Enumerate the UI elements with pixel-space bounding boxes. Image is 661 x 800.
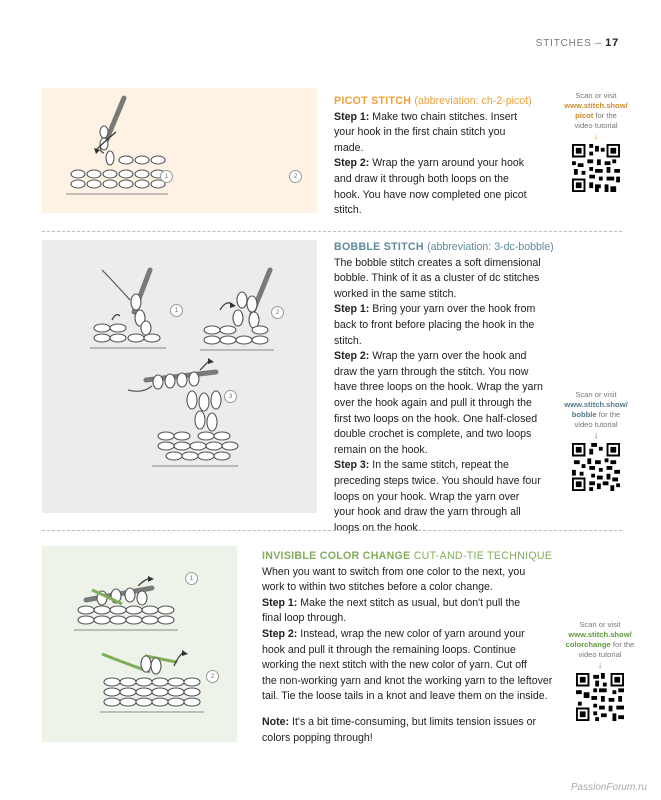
picot-qr-code-icon[interactable]: [572, 144, 620, 192]
picot-qr-block: Scan or visit www.stitch.show/ picot for the video tutorial ↓: [556, 91, 636, 192]
bobble-intro: The bobble stitch creates a soft dimensional bobble. Think of it as a cluster of dc stitches worked in the same stitch.: [334, 256, 541, 300]
color-change-intro: When you want to switch from one color to the next, you work to within two stitches before a color change.: [262, 565, 526, 594]
bobble-step-2: Step 2: Wrap the yarn over the hook and draw the yarn through the stitch. You now have three loops on the hook. Wrap the yarn over the hook again and pull it through the first two loops on the hook. One half-closed double crochet is complete, and two loops remain on the hook.: [334, 350, 543, 456]
section-divider-2: [42, 530, 622, 531]
bobble-illustration-panel: [42, 240, 317, 513]
bobble-arrow-down-icon: ↓: [593, 430, 599, 441]
bobble-illustration: [42, 240, 317, 513]
bobble-figure-1-drawing: [90, 270, 166, 348]
bobble-figure-1-label: 1: [170, 304, 183, 317]
bobble-qr-code-icon[interactable]: [572, 443, 620, 491]
bobble-text: [334, 240, 559, 536]
watermark: PassionForum.ru: [570, 782, 647, 793]
picot-figure-2-label: 2: [289, 170, 302, 183]
bobble-figure-2-label: 2: [271, 306, 284, 319]
color-change-qr-block: Scan or visit www.stitch.show/ colorchange for the video tutorial ↓: [560, 620, 640, 721]
page-number: 17: [605, 37, 619, 49]
color-change-figure-2-label: 2: [206, 670, 219, 683]
bobble-title: BOBBLE STITCH (abbreviation: 3-dc-bobble): [334, 241, 554, 253]
picot-figure-1-drawing: [66, 98, 168, 194]
bobble-step-1: Step 1: Bring your yarn over the hook from back to front before placing the hook in the stitch.: [334, 303, 536, 347]
color-change-step-2: Step 2: Instead, wrap the new color of yarn around your hook and pull it through the remaining loops. Continue working the next stitch with the new color of yarn. Cut off the non-working yarn and knot the working yarn to the leftover tail. Tie the loose tails in a knot and leave them on the inside.: [262, 627, 553, 703]
color-change-figure-1-label: 1: [185, 572, 198, 585]
color-change-qr-code-icon[interactable]: [576, 673, 624, 721]
running-header: STITCHES – 17: [535, 37, 619, 49]
bobble-qr-url[interactable]: www.stitch.show/: [564, 400, 628, 409]
picot-step-1: Step 1: Make two chain stitches. Insert your hook in the first chain stitch you made.: [334, 110, 518, 154]
color-change-illustration-panel: [42, 546, 237, 742]
color-change-note: Note: It's a bit time-consuming, but limits tension issues or colors popping through!: [262, 715, 537, 744]
picot-figure-1-label: 1: [160, 170, 173, 183]
color-change-arrow-down-icon: ↓: [597, 660, 603, 671]
bobble-figure-3-label: 3: [224, 390, 237, 403]
color-change-qr-url[interactable]: www.stitch.show/: [568, 630, 632, 639]
picot-arrow-down-icon: ↓: [593, 131, 599, 142]
bobble-qr-block: Scan or visit www.stitch.show/ bobble for the video tutorial ↓: [553, 390, 639, 491]
color-change-text: [262, 549, 562, 746]
picot-title: PICOT STITCH (abbreviation: ch-2-picot): [334, 95, 532, 107]
picot-text: [334, 94, 544, 219]
bobble-figure-3-drawing: [128, 358, 238, 466]
bobble-step-3: Step 3: In the same stitch, repeat the preceding steps twice. You should have four loops on your hook. Wrap the yarn over your hook and draw the yarn through all loops on the hook.: [334, 459, 541, 534]
picot-step-2: Step 2: Wrap the yarn around your hook and draw it through both loops on the hook. You have now completed one picot stitch.: [334, 157, 527, 217]
color-change-step-1: Step 1: Make the next stitch as usual, but don't pull the final loop through.: [262, 596, 521, 625]
color-change-figure-1-drawing: [74, 576, 178, 630]
color-change-title: INVISIBLE COLOR CHANGE CUT-AND-TIE TECHNIQUE: [262, 550, 553, 562]
picot-qr-url[interactable]: www.stitch.show/: [564, 101, 628, 110]
section-label: STITCHES: [535, 38, 592, 49]
bobble-figure-2-drawing: [200, 270, 274, 350]
section-divider-1: [42, 231, 622, 232]
color-change-figure-2-drawing: [100, 650, 204, 712]
picot-illustration-panel: [42, 88, 317, 213]
color-change-illustration: [42, 546, 237, 742]
picot-illustration: [42, 88, 317, 213]
